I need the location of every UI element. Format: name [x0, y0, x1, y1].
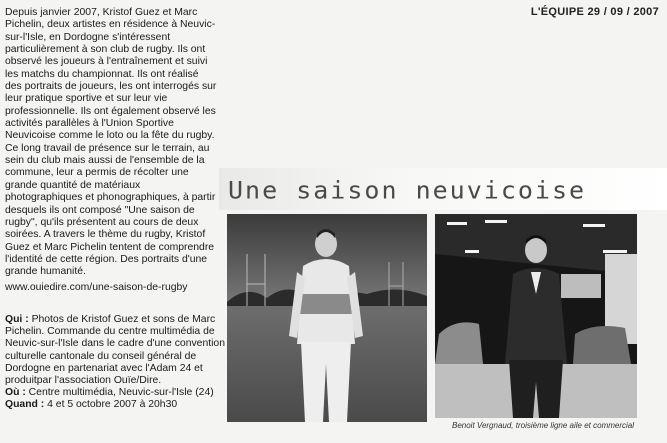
ou-text: Centre multimédia, Neuvic-sur-l'Isle (24) [28, 387, 214, 399]
credits-quand [5, 399, 227, 411]
credits-ou [5, 387, 227, 399]
photo-caption: Benoit Vergnaud, troisième ligne aile et commercial [452, 421, 635, 430]
quand-label: Quand : [5, 399, 45, 411]
photo-showroom-portrait [435, 214, 637, 418]
qui-label: Qui : [5, 314, 29, 325]
photo-showroom-illustration [435, 214, 637, 418]
credits-qui [5, 314, 227, 387]
ou-label: Où : [5, 387, 26, 399]
article-url: www.ouiedire.com/une-saison-de-rugby [5, 281, 188, 293]
article-text: Depuis janvier 2007, Kristof Guez et Marc Pichelin, deux artistes en résidence à Neuvic-sur-l'Isle, en Dordogne s'intéressent particulièrement à son club de rugby. Ils ont observé les joueurs à l'entraînement et suivi les matchs du championnat. Ils ont réalisé des portraits de joueurs, les ont interrogés sur leur pratique sportive et sur leur vie professionnelle. Ils ont également observé les activités parallèles à l'Union Sportive Neuvicoise comme le loto ou la fête du rugby. Ce long travail de présence sur le terrain, au sein du club mais aussi de l'ensemble de la commune, leur a permis de récolter une grande quantité de matériaux photographiques et phonographiques, à partir desquels ils ont composé "Une saison de rugby", qu'ils présentent au cours de deux soirées. A travers le thème du rugby, Kristof Guez et Marc Pichelin tentent de comprendre l'identité de cette région. Des portraits d'une grande humanité. [5, 7, 217, 278]
qui-text: Photos de Kristof Guez et sons de Marc Pichelin. Commande du centre multimédia de Neuvic-sur-l'Isle dans le cadre d'une convention culturelle cantonale du conseil général de Dordogne en partenariat avec l'Adam 24 et produitpar l'association Ouïe/Dire. [5, 314, 225, 387]
photo-rugby-field-portrait [227, 214, 427, 422]
quand-text: 4 et 5 octobre 2007 à 20h30 [47, 399, 178, 411]
headline: Une saison neuvicoise [228, 176, 587, 205]
credits-block [5, 314, 227, 412]
photo-rugby-field-illustration [227, 214, 427, 422]
newspaper-masthead: L'ÉQUIPE 29 / 09 / 2007 [530, 6, 659, 18]
article-body [5, 7, 217, 294]
